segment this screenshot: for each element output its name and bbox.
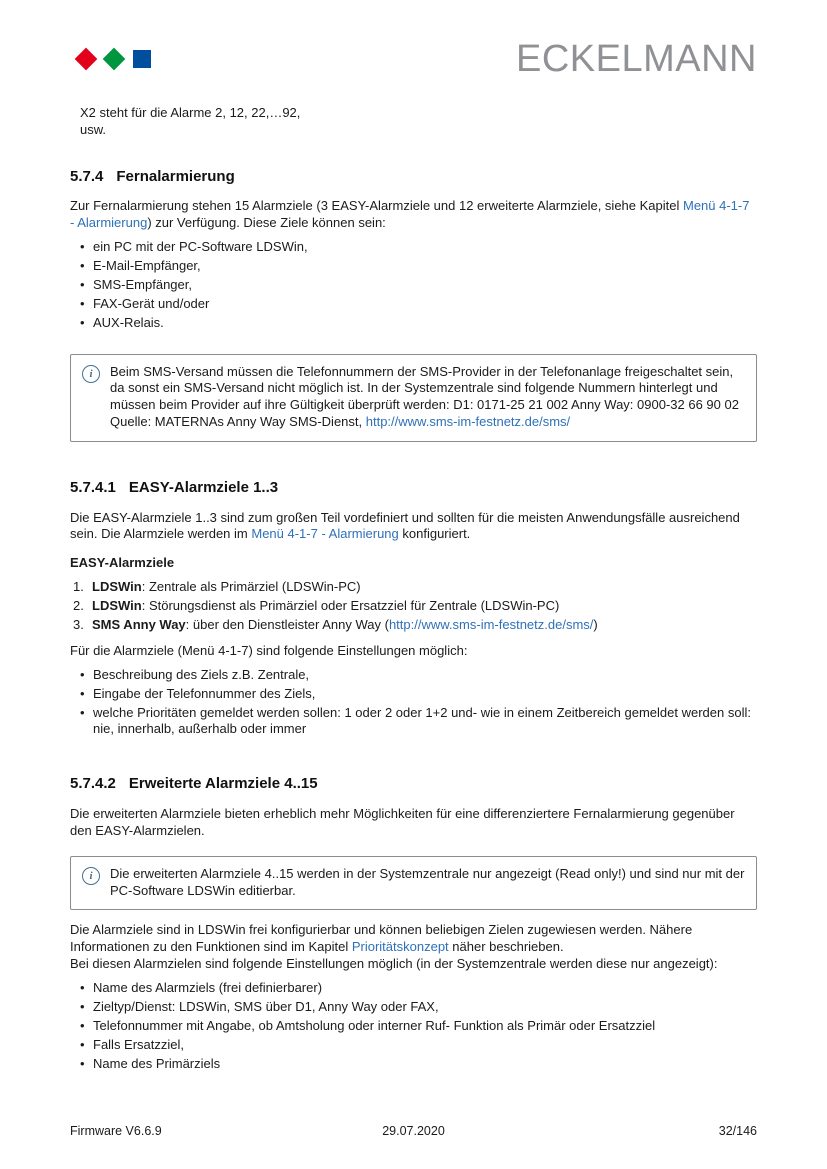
info-icon: i: [82, 365, 100, 383]
paragraph-text: Die Alarmziele sind in LDSWin frei konfigurierbar und können beliebigen Zielen zugewiesen werden. Nähere Informationen zu den Funktionen sind im Kapitel: [70, 922, 693, 955]
paragraph-text: konfiguriert.: [398, 526, 471, 542]
list-item: • Telefonnummer mit Angabe, ob Amtsholung oder interner Ruf- Funktion als Primär oder Ersatzziel: [80, 1018, 757, 1035]
section-title: Erweiterte Alarmziele 4..15: [128, 775, 318, 793]
list-item: • Zieltyp/Dienst: LDSWin, SMS über D1, Anny Way oder FAX,: [80, 999, 757, 1016]
page-content: [70, 105, 757, 1075]
list-item: • Falls Ersatzziel,: [80, 1037, 757, 1054]
item-bold: SMS Anny Way: [92, 617, 186, 633]
link-sms-im-festnetz-url[interactable]: http://www.sms-im-festnetz.de/sms/: [388, 617, 594, 633]
logo-blue-square-icon: [133, 50, 151, 68]
logo-shape-box: [128, 46, 156, 72]
logo-shape-box: [72, 46, 100, 72]
info-text: Beim SMS-Versand müssen die Telefonnummern der SMS-Provider in der Telefonanlage freigeschaltet sein, da sonst ein SMS-Versand nicht möglich ist. In der Systemzentrale sind folgende Nummern hinterlegt und müssen beim Provider auf ihre Gültigkeit überprüft werden: D1: 0171-25 21 002 Anny Way: 0900-32 66 90 02 Quelle: MATERNAs Anny Way SMS-Dienst,: [110, 363, 739, 430]
logo-red-diamond-icon: [75, 48, 98, 71]
settings-intro-paragraph: Für die Alarmziele (Menü 4-1-7) sind folgende Einstellungen möglich:: [70, 642, 468, 658]
list-item: • SMS-Empfänger,: [80, 277, 757, 294]
link-menu-4-1-7-alarmierung[interactable]: Menü 4-1-7 - Alarmierung: [251, 526, 399, 542]
item-number: 3.: [73, 617, 84, 633]
list-item: • Beschreibung des Ziels z.B. Zentrale,: [80, 667, 757, 684]
list-item: • E-Mail-Empfänger,: [80, 258, 757, 275]
list-item: • AUX-Relais.: [80, 315, 757, 332]
easy-alarm-targets-list: [73, 579, 757, 634]
footer-page-number: 32/146: [718, 1123, 757, 1138]
item-bold: LDSWin: [92, 598, 142, 614]
numbered-item: [73, 598, 757, 615]
info-box-text: [110, 364, 747, 432]
item-number: 1.: [73, 579, 84, 595]
link-menu-4-1-7-alarmierung[interactable]: Menü 4-1-7 - Alarmierung: [70, 198, 750, 231]
item-bold: LDSWin: [92, 579, 142, 595]
logo-shape-box: [100, 46, 128, 72]
info-box-read-only: [70, 856, 757, 911]
paragraph-text: ) zur Verfügung. Diese Ziele können sein:: [147, 215, 386, 231]
list-item: • ein PC mit der PC-Software LDSWin,: [80, 239, 757, 256]
section-number: 5.7.4.1: [70, 479, 116, 497]
link-prioritaetskonzept[interactable]: Prioritätskonzept: [351, 939, 449, 955]
section-title: EASY-Alarmziele 1..3: [128, 479, 279, 497]
numbered-item: [73, 617, 757, 634]
item-rest: : Zentrale als Primärziel (LDSWin-PC): [141, 579, 361, 595]
item-text: [92, 598, 559, 615]
section-number: 5.7.4: [70, 167, 104, 185]
section-5742-intro-paragraph: Die erweiterten Alarmziele bieten erheblich mehr Möglichkeiten für eine differenziertere Fernalarmierung gegenüber den EASY-Alarmzielen.: [70, 805, 735, 838]
footer-firmware-version: Firmware V6.6.9: [70, 1123, 162, 1138]
ldswin-config-paragraph: [70, 922, 757, 973]
list-item: • Name des Alarmziels (frei definierbarer): [80, 980, 757, 997]
item-rest: : über den Dienstleister Anny Way (: [185, 617, 389, 633]
info-box-sms: [70, 354, 757, 443]
list-item: • Name des Primärziels: [80, 1056, 757, 1073]
section-heading-574: [70, 167, 757, 187]
paragraph-text: Zur Fernalarmierung stehen 15 Alarmziele (3 EASY-Alarmziele und 12 erweiterte Alarmziele, siehe Kapitel: [70, 198, 683, 214]
paragraph-text: Die EASY-Alarmziele 1..3 sind zum großen Teil vordefiniert und sollten für die meisten Anwendungsfälle ausreichend sein. Die Alarmziele werden im: [70, 509, 740, 542]
item-text: [92, 617, 598, 634]
section-heading-5742: [70, 774, 757, 794]
intro-line2: usw.: [80, 121, 107, 137]
item-post: ): [593, 617, 598, 633]
section-title: Fernalarmierung: [116, 167, 235, 185]
footer-date: 29.07.2020: [382, 1123, 445, 1138]
alarm-target-settings-list: [80, 667, 757, 739]
easy-alarmziele-subheading: EASY-Alarmziele: [70, 555, 175, 571]
intro-line1: X2 steht für die Alarme 2, 12, 22,…92,: [80, 105, 301, 120]
list-item: • welche Prioritäten gemeldet werden sollen: 1 oder 2 oder 1+2 und- wie in einem Zeitbereich gemeldet werden soll: nie, innerhalb, außerhalb oder immer: [80, 705, 757, 739]
paragraph-text: Bei diesen Alarmzielen sind folgende Einstellungen möglich (in der Systemzentrale werden diese nur angezeigt):: [70, 956, 718, 972]
intro-note: [80, 105, 757, 139]
info-icon: i: [82, 867, 100, 885]
alarm-target-types-list: [80, 239, 757, 331]
brand-wordmark: ECKELMANN: [516, 38, 757, 80]
item-number: 2.: [73, 598, 84, 614]
paragraph-text: näher beschrieben.: [448, 939, 564, 955]
page-header: [72, 38, 757, 80]
info-box-text: Die erweiterten Alarmziele 4..15 werden in der Systemzentrale nur angezeigt (Read only!) und sind nur mit der PC-Software LDSWin editierbar.: [110, 865, 745, 898]
logo-green-diamond-icon: [103, 48, 126, 71]
list-item: • Eingabe der Telefonnummer des Ziels,: [80, 686, 757, 703]
section-5741-intro-paragraph: [70, 510, 757, 544]
extended-alarm-settings-list: [80, 980, 757, 1072]
item-rest: : Störungsdienst als Primärziel oder Ersatzziel für Zentrale (LDSWin-PC): [141, 598, 560, 614]
item-text: [92, 579, 361, 596]
link-sms-im-festnetz-url[interactable]: http://www.sms-im-festnetz.de/sms/: [365, 414, 571, 430]
section-number: 5.7.4.2: [70, 775, 116, 793]
page-footer: [70, 1123, 757, 1139]
eckelmann-logo: [72, 46, 156, 72]
numbered-item: [73, 579, 757, 596]
section-heading-5741: [70, 478, 757, 498]
list-item: • FAX-Gerät und/oder: [80, 296, 757, 313]
section-574-intro-paragraph: [70, 198, 757, 232]
